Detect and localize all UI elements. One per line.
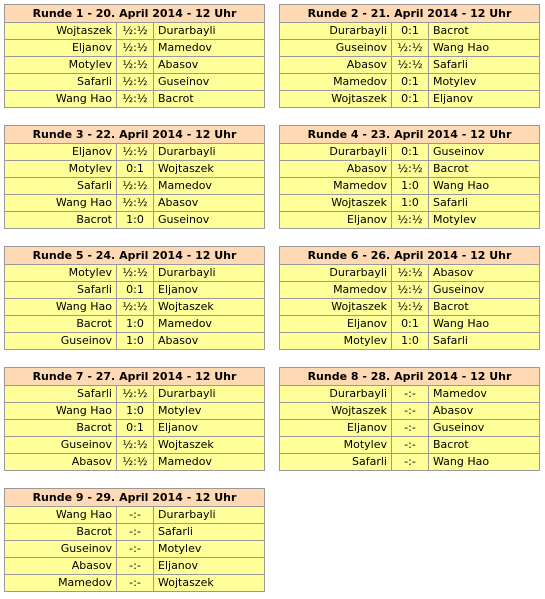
black-player: Safarli — [429, 333, 540, 350]
black-player: Abasov — [154, 195, 265, 212]
white-player: Safarli — [280, 454, 392, 471]
white-player: Wojtaszek — [280, 403, 392, 420]
black-player: Eljanov — [429, 91, 540, 108]
game-score: 0:1 — [117, 282, 154, 299]
game-score: ½:½ — [117, 386, 154, 403]
game-score: ½:½ — [392, 212, 429, 229]
black-player: Abasov — [429, 265, 540, 282]
game-row — [280, 144, 540, 161]
game-score: 1:0 — [117, 403, 154, 420]
game-row — [280, 316, 540, 333]
black-player: Motylev — [154, 541, 265, 558]
game-score: 0:1 — [392, 316, 429, 333]
game-score: -:- — [117, 507, 154, 524]
game-score: ½:½ — [117, 454, 154, 471]
round-table — [4, 367, 265, 471]
game-score: ½:½ — [117, 40, 154, 57]
white-player: Motylev — [280, 333, 392, 350]
game-row — [5, 57, 265, 74]
game-score: ½:½ — [117, 74, 154, 91]
game-row — [5, 144, 265, 161]
white-player: Motylev — [5, 161, 117, 178]
white-player: Guseinov — [5, 333, 117, 350]
game-row — [280, 403, 540, 420]
game-row — [5, 316, 265, 333]
game-row — [5, 524, 265, 541]
game-score: ½:½ — [392, 282, 429, 299]
black-player: Durarbayli — [154, 386, 265, 403]
game-score: ½:½ — [117, 195, 154, 212]
round-title: Runde 1 - 20. April 2014 - 12 Uhr — [5, 5, 265, 23]
game-score: ½:½ — [117, 265, 154, 282]
round-table — [279, 125, 540, 229]
white-player: Wang Hao — [5, 403, 117, 420]
black-player: Mamedov — [429, 386, 540, 403]
black-player: Durarbayli — [154, 23, 265, 40]
black-player: Wang Hao — [429, 454, 540, 471]
game-row — [5, 195, 265, 212]
game-row — [280, 57, 540, 74]
black-player: Abasov — [429, 403, 540, 420]
black-player: Wang Hao — [429, 178, 540, 195]
black-player: Bacrot — [429, 299, 540, 316]
black-player: Bacrot — [429, 437, 540, 454]
game-row — [5, 437, 265, 454]
white-player: Motylev — [5, 57, 117, 74]
white-player: Durarbayli — [280, 265, 392, 282]
game-score: ½:½ — [392, 265, 429, 282]
game-row — [5, 507, 265, 524]
black-player: Bacrot — [154, 91, 265, 108]
black-player: Guseinov — [429, 144, 540, 161]
white-player: Durarbayli — [280, 386, 392, 403]
black-player: Mamedov — [154, 40, 265, 57]
game-score: ½:½ — [117, 299, 154, 316]
round-table — [4, 246, 265, 350]
game-row — [5, 299, 265, 316]
round-table — [4, 488, 265, 592]
game-score: 0:1 — [392, 74, 429, 91]
game-score: 1:0 — [117, 212, 154, 229]
black-player: Durarbayli — [154, 265, 265, 282]
white-player: Motylev — [5, 265, 117, 282]
game-score: ½:½ — [392, 299, 429, 316]
black-player: Mamedov — [154, 316, 265, 333]
game-row — [5, 74, 265, 91]
game-score: ½:½ — [117, 23, 154, 40]
black-player: Abasov — [154, 57, 265, 74]
white-player: Abasov — [5, 454, 117, 471]
white-player: Wojtaszek — [280, 195, 392, 212]
game-score: 0:1 — [392, 144, 429, 161]
black-player: Abasov — [154, 333, 265, 350]
black-player: Motylev — [429, 74, 540, 91]
black-player: Guseinov — [154, 212, 265, 229]
game-row — [280, 282, 540, 299]
game-score: 1:0 — [117, 333, 154, 350]
round-table — [279, 246, 540, 350]
game-score: -:- — [117, 524, 154, 541]
game-row — [280, 40, 540, 57]
white-player: Wang Hao — [5, 507, 117, 524]
round-title: Runde 9 - 29. April 2014 - 12 Uhr — [5, 489, 265, 507]
game-score: 1:0 — [392, 195, 429, 212]
black-player: Mamedov — [154, 454, 265, 471]
game-row — [280, 333, 540, 350]
round-title: Runde 7 - 27. April 2014 - 12 Uhr — [5, 368, 265, 386]
white-player: Bacrot — [5, 316, 117, 333]
round-title: Runde 4 - 23. April 2014 - 12 Uhr — [280, 126, 540, 144]
black-player: Bacrot — [429, 161, 540, 178]
black-player: Safarli — [429, 195, 540, 212]
white-player: Guseinov — [280, 40, 392, 57]
round-title: Runde 3 - 22. April 2014 - 12 Uhr — [5, 126, 265, 144]
game-row — [280, 265, 540, 282]
game-row — [5, 541, 265, 558]
black-player: Motylev — [429, 212, 540, 229]
game-score: -:- — [117, 558, 154, 575]
black-player: Wojtaszek — [154, 299, 265, 316]
white-player: Wojtaszek — [280, 299, 392, 316]
game-row — [280, 299, 540, 316]
game-row — [5, 333, 265, 350]
game-row — [280, 161, 540, 178]
game-row — [5, 212, 265, 229]
white-player: Bacrot — [5, 420, 117, 437]
white-player: Mamedov — [280, 74, 392, 91]
white-player: Mamedov — [280, 282, 392, 299]
game-row — [5, 403, 265, 420]
game-row — [5, 161, 265, 178]
game-row — [280, 74, 540, 91]
round-table — [4, 125, 265, 229]
round-table — [279, 4, 540, 108]
white-player: Durarbayli — [280, 144, 392, 161]
game-row — [280, 23, 540, 40]
game-score: 0:1 — [117, 420, 154, 437]
game-row — [5, 282, 265, 299]
game-score: -:- — [392, 437, 429, 454]
round-title: Runde 2 - 21. April 2014 - 12 Uhr — [280, 5, 540, 23]
white-player: Eljanov — [280, 212, 392, 229]
game-row — [5, 386, 265, 403]
game-row — [5, 178, 265, 195]
game-score: -:- — [392, 403, 429, 420]
white-player: Guseinov — [5, 437, 117, 454]
black-player: Wang Hao — [429, 316, 540, 333]
game-row — [5, 558, 265, 575]
game-row — [5, 40, 265, 57]
white-player: Safarli — [5, 74, 117, 91]
round-table — [279, 367, 540, 471]
white-player: Motylev — [280, 437, 392, 454]
game-row — [280, 437, 540, 454]
white-player: Guseinov — [5, 541, 117, 558]
white-player: Wojtaszek — [5, 23, 117, 40]
game-score: ½:½ — [117, 437, 154, 454]
game-score: -:- — [392, 454, 429, 471]
game-row — [5, 420, 265, 437]
game-row — [280, 195, 540, 212]
black-player: Guseinov — [154, 74, 265, 91]
game-row — [280, 386, 540, 403]
white-player: Bacrot — [5, 212, 117, 229]
black-player: Safarli — [429, 57, 540, 74]
game-score: 0:1 — [392, 23, 429, 40]
game-row — [280, 420, 540, 437]
game-score: ½:½ — [392, 40, 429, 57]
game-score: ½:½ — [117, 144, 154, 161]
white-player: Mamedov — [5, 575, 117, 592]
white-player: Eljanov — [5, 144, 117, 161]
black-player: Eljanov — [154, 420, 265, 437]
round-title: Runde 6 - 26. April 2014 - 12 Uhr — [280, 247, 540, 265]
black-player: Guseinov — [429, 420, 540, 437]
game-score: 0:1 — [392, 91, 429, 108]
game-score: ½:½ — [117, 91, 154, 108]
round-table — [4, 4, 265, 108]
white-player: Safarli — [5, 282, 117, 299]
game-score: ½:½ — [392, 161, 429, 178]
black-player: Wojtaszek — [154, 161, 265, 178]
black-player: Wojtaszek — [154, 437, 265, 454]
game-score: -:- — [117, 541, 154, 558]
black-player: Mamedov — [154, 178, 265, 195]
game-row — [280, 212, 540, 229]
black-player: Safarli — [154, 524, 265, 541]
game-row — [5, 265, 265, 282]
game-row — [280, 454, 540, 471]
game-score: -:- — [392, 386, 429, 403]
black-player: Bacrot — [429, 23, 540, 40]
game-score: 1:0 — [117, 316, 154, 333]
white-player: Abasov — [280, 161, 392, 178]
round-title: Runde 8 - 28. April 2014 - 12 Uhr — [280, 368, 540, 386]
white-player: Durarbayli — [280, 23, 392, 40]
white-player: Abasov — [5, 558, 117, 575]
game-row — [5, 454, 265, 471]
white-player: Mamedov — [280, 178, 392, 195]
game-score: 0:1 — [117, 161, 154, 178]
black-player: Guseinov — [429, 282, 540, 299]
round-title: Runde 5 - 24. April 2014 - 12 Uhr — [5, 247, 265, 265]
black-player: Wang Hao — [429, 40, 540, 57]
game-score: ½:½ — [117, 178, 154, 195]
white-player: Wang Hao — [5, 299, 117, 316]
black-player: Durarbayli — [154, 507, 265, 524]
game-score: 1:0 — [392, 333, 429, 350]
white-player: Bacrot — [5, 524, 117, 541]
game-row — [5, 575, 265, 592]
game-row — [280, 91, 540, 108]
game-score: 1:0 — [392, 178, 429, 195]
black-player: Eljanov — [154, 282, 265, 299]
white-player: Abasov — [280, 57, 392, 74]
game-score: -:- — [392, 420, 429, 437]
white-player: Wojtaszek — [280, 91, 392, 108]
black-player: Durarbayli — [154, 144, 265, 161]
game-row — [5, 91, 265, 108]
white-player: Eljanov — [280, 420, 392, 437]
black-player: Eljanov — [154, 558, 265, 575]
white-player: Wang Hao — [5, 91, 117, 108]
game-row — [280, 178, 540, 195]
white-player: Wang Hao — [5, 195, 117, 212]
game-score: ½:½ — [117, 57, 154, 74]
white-player: Safarli — [5, 178, 117, 195]
black-player: Wojtaszek — [154, 575, 265, 592]
white-player: Eljanov — [280, 316, 392, 333]
black-player: Motylev — [154, 403, 265, 420]
game-row — [5, 23, 265, 40]
game-score: ½:½ — [392, 57, 429, 74]
game-score: -:- — [117, 575, 154, 592]
white-player: Eljanov — [5, 40, 117, 57]
white-player: Safarli — [5, 386, 117, 403]
